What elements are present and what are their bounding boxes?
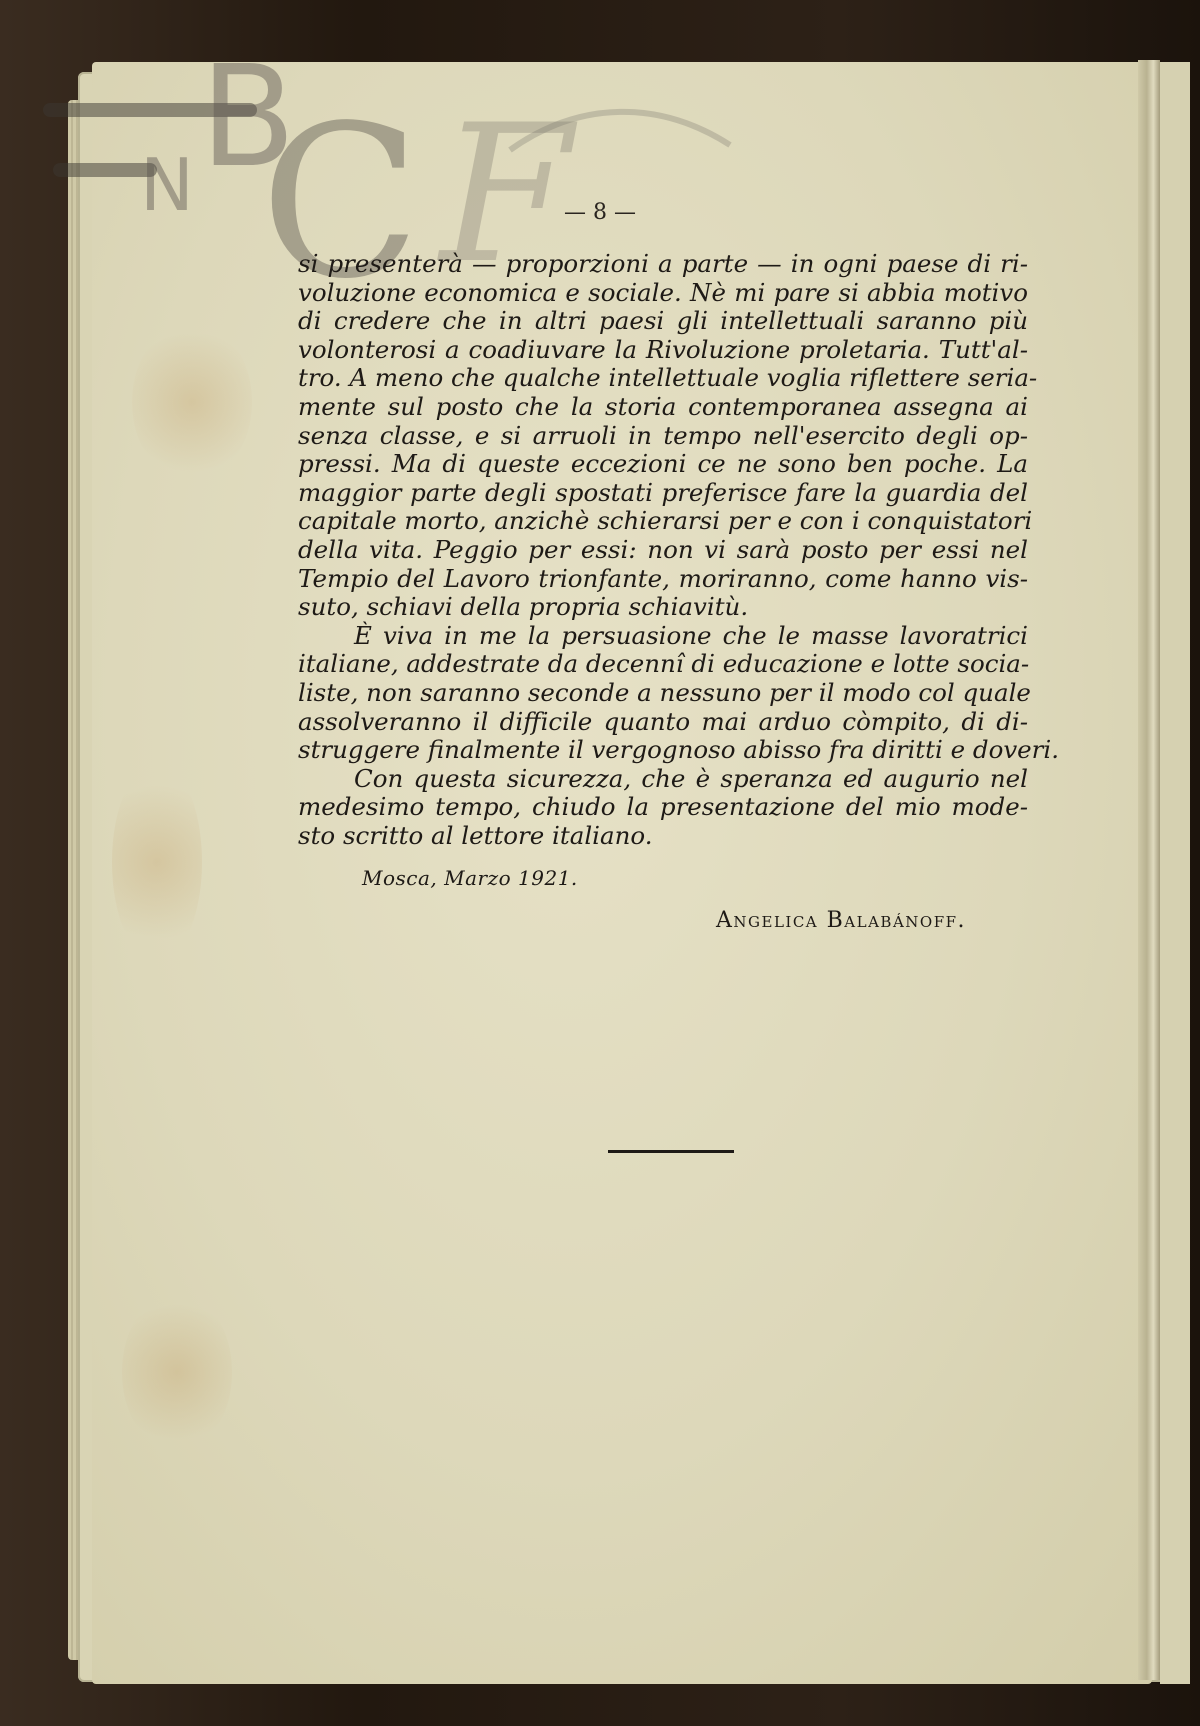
- text-line: voluzione economica e sociale. Nè mi pare si abbia motivo: [298, 277, 1028, 307]
- page-fold: [1138, 60, 1160, 1680]
- text-line: sto scritto al lettore italiano.: [298, 820, 653, 850]
- text-line: assolveranno il difficile quanto mai arduo còmpito, di di-: [298, 706, 1028, 736]
- text-line: medesimo tempo, chiudo la presentazione del mio mode-: [298, 792, 1028, 822]
- text-line: Tempio del Lavoro trionfante, moriranno, come hanno vis-: [298, 563, 1028, 593]
- text-line: senza classe, e si arruoli in tempo nell'esercito degli op-: [298, 420, 1028, 450]
- text-line: pressi. Ma di queste eccezioni ce ne sono ben poche. La: [298, 449, 1028, 479]
- text-line: struggere finalmente il vergognoso abisso fra diritti e doveri.: [298, 735, 1060, 765]
- watermark-letter-b: B: [200, 40, 297, 199]
- text-line: si presenterà — proporzioni a parte — in ogni paese di ri-: [298, 249, 1028, 278]
- author-name: Angelica Balabánoff.: [716, 908, 967, 933]
- body-text: [298, 249, 1060, 850]
- text-line: italiane, addestrate da decennî di educazione e lotte socia-: [298, 649, 1030, 679]
- text-line: maggior parte degli spostati preferisce fare la guardia del: [298, 477, 1028, 507]
- closing-rule: [608, 1150, 734, 1153]
- text-line: liste, non saranno seconde a nessuno per il modo col quale: [298, 677, 1031, 707]
- text-line: È viva in me la persuasione che le masse lavoratrici: [354, 620, 1028, 650]
- paper-stain: [122, 1292, 232, 1452]
- text-line: mente sul posto che la storia contemporanea assegna ai: [298, 391, 1028, 421]
- facing-page-edge: [1160, 62, 1190, 1684]
- page-number: — 8 —: [564, 200, 636, 225]
- text-line: tro. A meno che qualche intellettuale voglia riflettere seria-: [298, 363, 1038, 393]
- text-line: suto, schiavi della propria schiavitù.: [298, 592, 749, 622]
- text-line: volonterosi a coadiuvare la Rivoluzione proletaria. Tutt'al-: [298, 334, 1028, 364]
- text-line: di credere che in altri paesi gli intellettuali saranno più: [298, 306, 1028, 336]
- watermark-letter-n: N: [140, 143, 194, 227]
- place-and-date: Mosca, Marzo 1921.: [362, 866, 578, 890]
- watermark-letter-c: C: [260, 80, 421, 300]
- text-line: capitale morto, anzichè schierarsi per e con i conquistatori: [298, 506, 1033, 536]
- text-line: della vita. Peggio per essi: non vi sarà posto per essi nel: [298, 534, 1028, 564]
- paper-stain: [112, 762, 202, 962]
- paper-stain: [132, 322, 252, 482]
- text-line: Con questa sicurezza, che è speranza ed augurio nel: [354, 763, 1028, 793]
- watermark-letter-f: F: [440, 84, 572, 300]
